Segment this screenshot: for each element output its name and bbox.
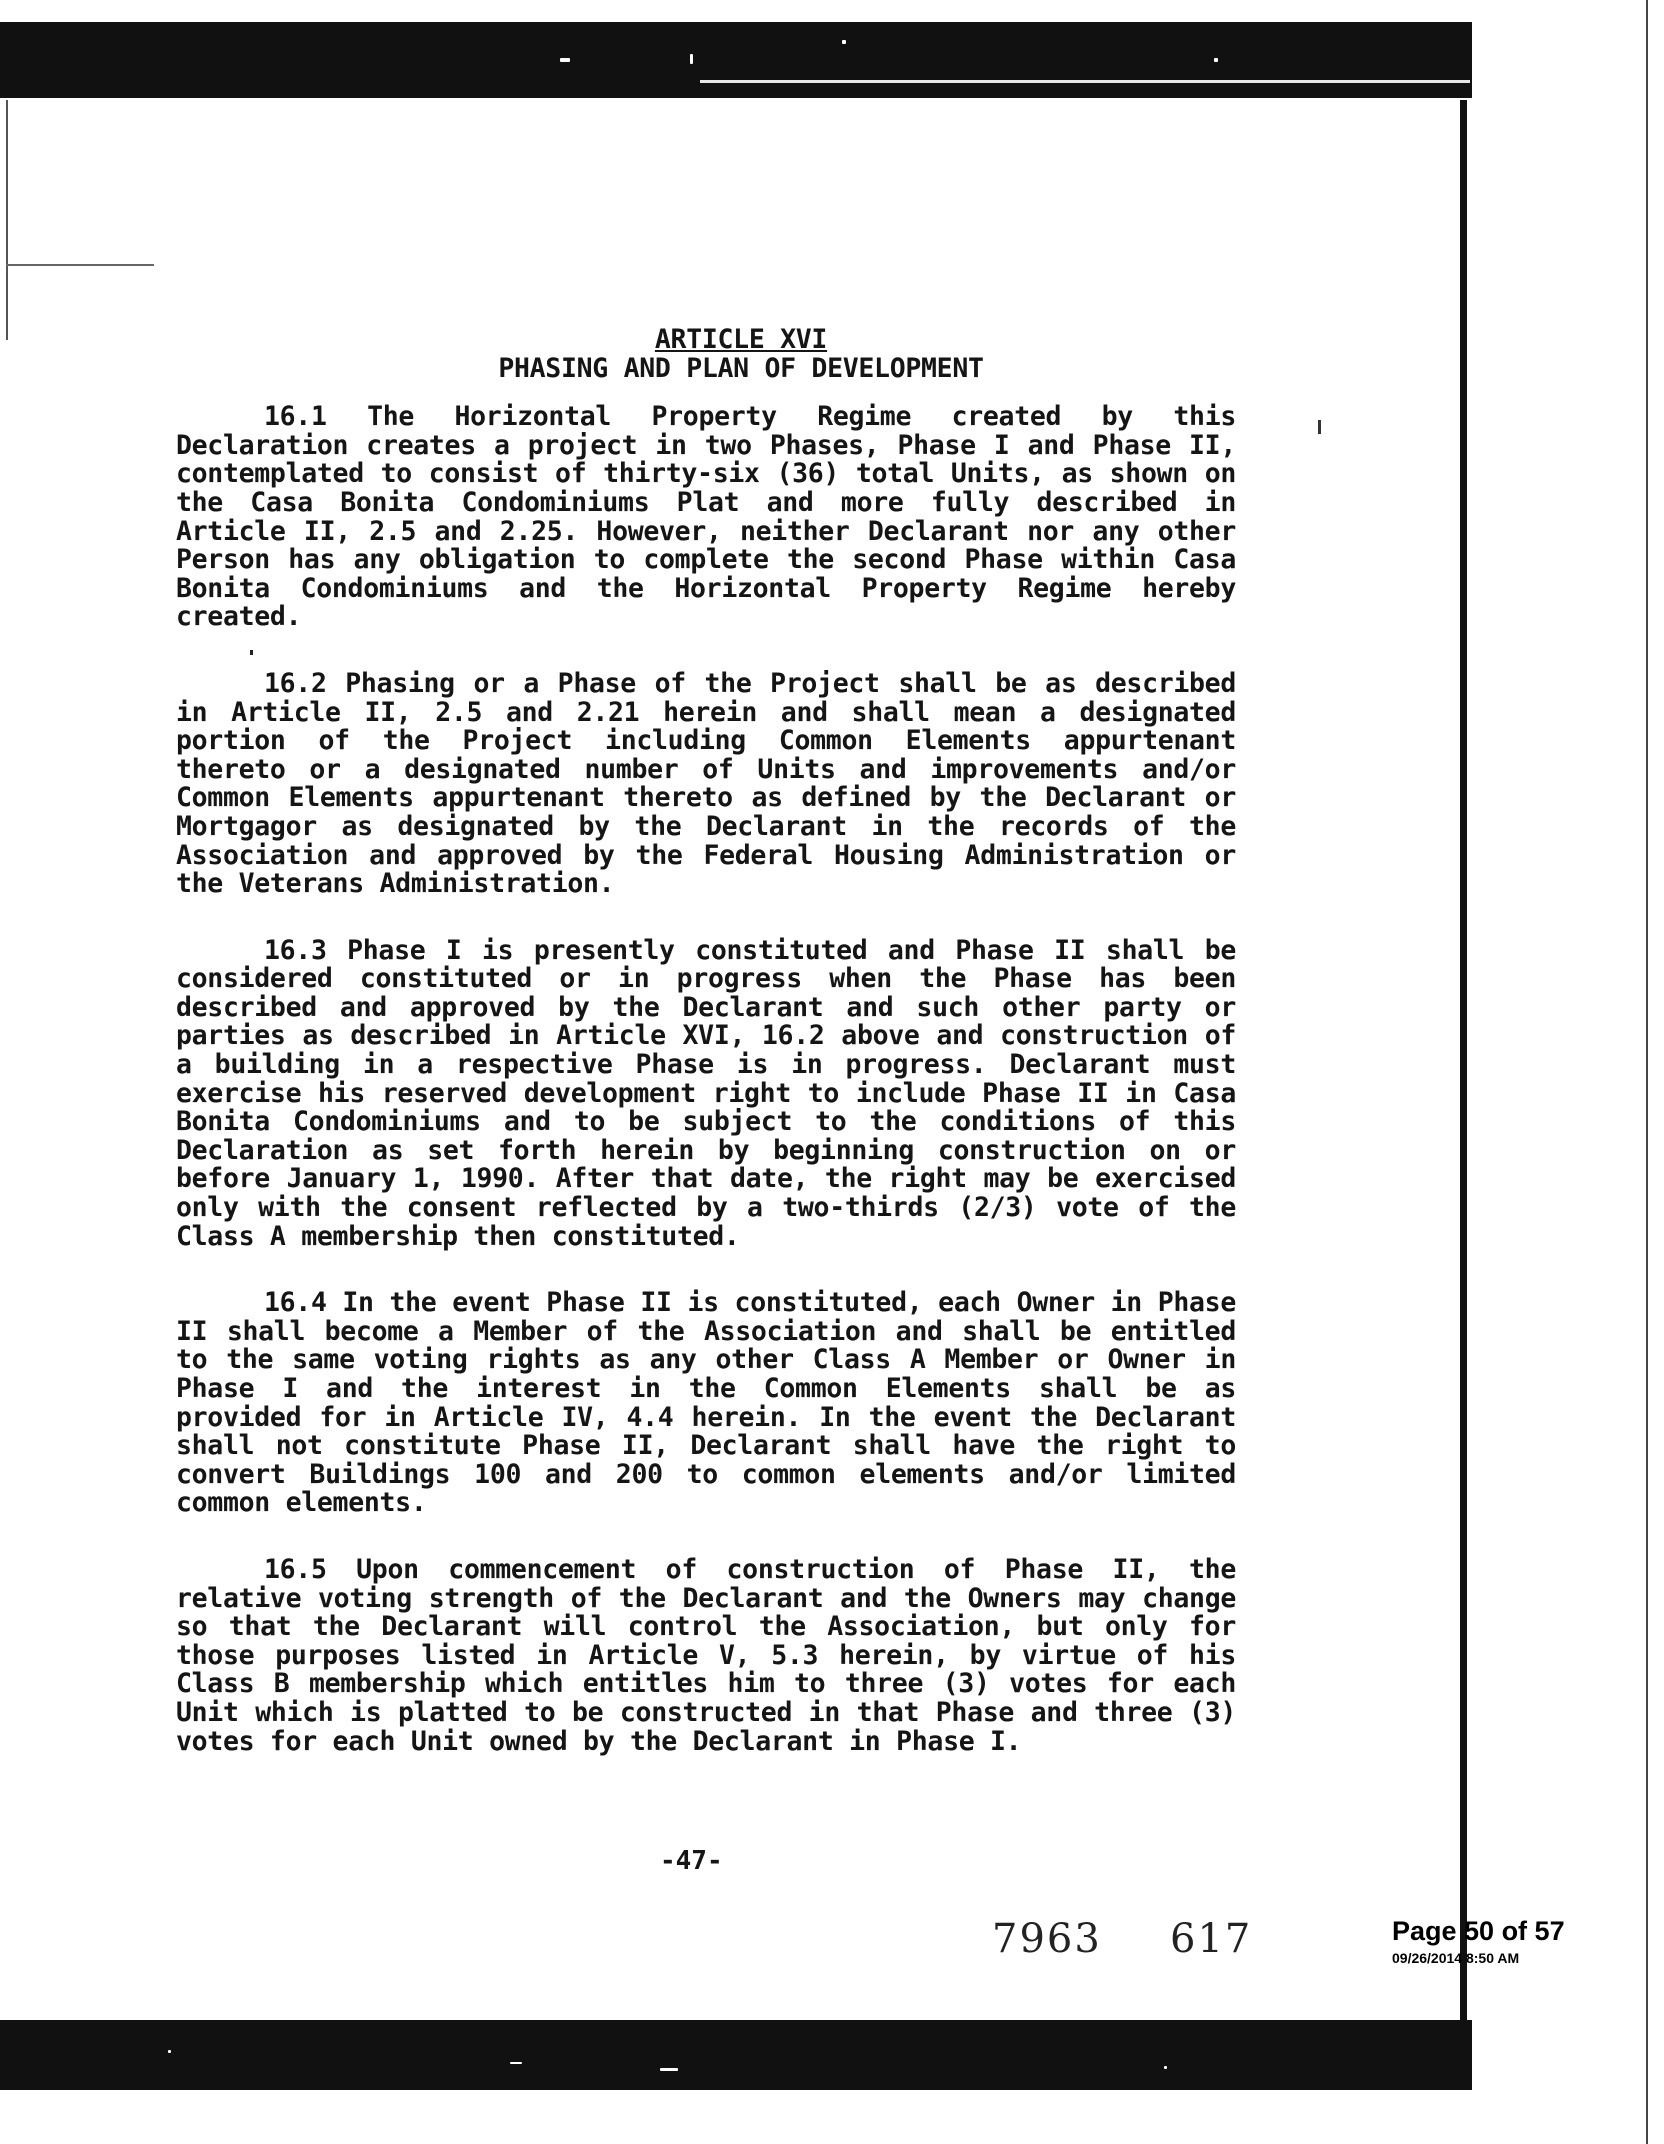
scan-right-border <box>1460 100 1467 2020</box>
paragraph-16-1: 16.1 The Horizontal Property Regime created by this Declaration creates a project in two Phases, Phase I and Phase II, contemplated to consist of thirty-six (36) total Units, as shown on the Casa Bonita Condominiums Plat and more fully described in Article II, 2.5 and 2.25. However, neither Declarant nor any other Person has any obligation to complete the second Phase within Casa Bonita Condominiums and the Horizontal Property Regime hereby created. <box>176 401 1236 633</box>
recording-book-number: 7963 <box>992 1916 1102 1962</box>
paragraph-16-4: 16.4 In the event Phase II is constituted, each Owner in Phase II shall become a Member of the Association and shall be entitled to the same voting rights as any other Class A Member or Owner in Phase I and the interest in the Common Elements shall be as provided for in Article IV, 4.4 herein. In the event the Declarant shall not constitute Phase II, Declarant shall have the right to convert Buildings 100 and 200 to common elements and/or limited common elements. <box>176 1287 1236 1519</box>
article-subtitle: PHASING AND PLAN OF DEVELOPMENT <box>498 352 984 384</box>
recording-timestamp: 09/26/2014 8:50 AM <box>1392 1950 1520 1966</box>
page-number: -47- <box>660 1846 723 1876</box>
scan-left-edge <box>6 100 8 340</box>
article-heading <box>176 326 1246 383</box>
paragraph-16-3: 16.3 Phase I is presently constituted and Phase II shall be considered constituted or in progress when the Phase has been described and approved by the Declarant and such other party or parties as described in Article XVI, 16.2 above and construction of a building in a respective Phase is in progress. Declarant must exercise his reserved development right to include Phase II in Casa Bonita Condominiums and to be subject to the conditions of this Declaration as set forth herein by beginning construction on or before January 1, 1990. After that date, the right may be exercised only with the consent reflected by a two-thirds (2/3) vote of the Class A membership then constituted. <box>176 934 1236 1252</box>
scan-page-edge <box>1646 0 1648 2144</box>
article-title: ARTICLE XVI <box>654 324 828 355</box>
scan-top-border <box>0 22 1472 98</box>
paragraph-16-5: 16.5 Upon commencement of construction of Phase II, the relative voting strength of the Declarant and the Owners may change so that the Declarant will control the Association, but only for those purposes listed in Article V, 5.3 herein, by virtue of his Class B membership which entitles him to three (3) votes for each Unit which is platted to be constructed in that Phase and three (3) votes for each Unit owned by the Declarant in Phase I. <box>176 1553 1236 1757</box>
paragraph-16-2: 16.2 Phasing or a Phase of the Project shall be as described in Article II, 2.5 and 2.21 herein and shall mean a designated portion of the Project including Common Elements appurtenant thereto or a designated number of Units and improvements and/or Common Elements appurtenant thereto as defined by the Declarant or Mortgagor as designated by the Declarant in the records of the Association and approved by the Federal Housing Administration or the Veterans Administration. <box>176 667 1236 900</box>
scan-bottom-border <box>0 2020 1472 2090</box>
scan-top-stripe <box>700 80 1470 83</box>
document-body <box>176 326 1246 1756</box>
scan-corner-line <box>6 264 154 266</box>
page-of-counter: Page 50 of 57 <box>1392 1916 1565 1946</box>
margin-mark <box>1318 420 1321 434</box>
recording-page-number: 617 <box>1170 1916 1253 1962</box>
